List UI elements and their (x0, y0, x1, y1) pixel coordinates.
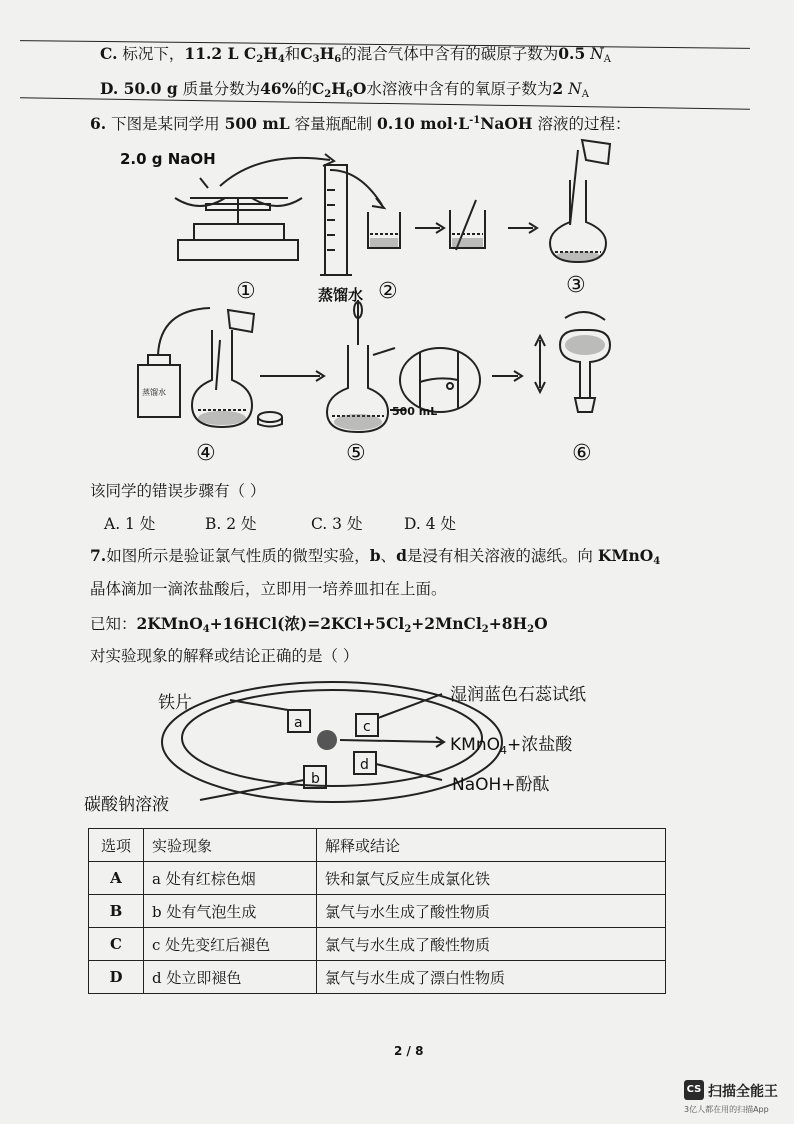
svg-text:d: d (360, 757, 369, 773)
balance-icon (175, 198, 302, 260)
svg-text:b: b (311, 771, 320, 787)
table-row: A a 处有红棕色烟 铁和氯气反应生成氯化铁 (89, 862, 666, 895)
naoh-label: NaOH+酚酞 (452, 775, 550, 795)
shake-flask-icon (535, 312, 610, 412)
q6-figure (120, 130, 680, 465)
q7-stem-line1: 7.如图所示是验证氯气性质的微型实验，b、d是浸有相关溶液的滤纸。向 KMnO$_4$ (90, 546, 661, 567)
cs-logo: CS (684, 1080, 704, 1100)
table-row: B b 处有气泡生成 氯气与水生成了酸性物质 (89, 895, 666, 928)
iron-label: 铁片 (158, 693, 192, 713)
table-row: D d 处立即褪色 氯气与水生成了漂白性物质 (89, 961, 666, 994)
meniscus-zoom-icon (400, 348, 480, 412)
naoh-leader-line (376, 764, 442, 780)
kmno4-leader-line (340, 740, 442, 742)
q6-question: 该同学的错误步骤有（ ） (90, 482, 266, 500)
table-header-row: 选项 实验现象 解释或结论 (89, 829, 666, 862)
q7-dish-figure (70, 676, 690, 818)
step-6-label: ⑥ (572, 441, 592, 465)
dropper-flask-icon (327, 300, 395, 432)
svg-text:a: a (294, 715, 303, 731)
step-2-label: ② (378, 279, 398, 304)
step-5-label: ⑤ (346, 441, 366, 465)
svg-text:c: c (363, 719, 371, 735)
graduated-cylinder-icon (320, 165, 352, 275)
kmno4-label: KMnO$_4$+浓盐酸 (450, 735, 573, 757)
na2co3-label: 碳酸钠溶液 (84, 795, 169, 815)
step-4-label: ④ (196, 441, 216, 465)
na2co3-leader-line (200, 780, 304, 800)
water-label: 蒸馏水 (318, 286, 364, 304)
iron-leader-line (230, 700, 288, 710)
q7-stem-line2: 晶体滴加一滴浓盐酸后，立即用一培养皿扣在上面。 (90, 580, 447, 598)
q6-stem: 6. 下图是某同学用 500 mL 容量瓶配制 0.10 $mol\cdot L^{-1}NaOH$ 溶液的过程： (90, 114, 631, 133)
table-row: C c 处先变红后褪色 氯气与水生成了酸性物质 (89, 928, 666, 961)
q7-known: 已知：2KMnO$_4$+16HCl(浓)$=2KCl+5Cl_2+2MnCl_2+8H_2O$ (90, 614, 548, 635)
stopper-icon (258, 412, 282, 422)
q5-option-d: D. 50.0 g 质量分数为46%的$C_2H_6O$水溶液中含有的氧原子数为2 $N_A$ (100, 79, 589, 100)
step-1-label: ① (236, 279, 256, 304)
q7-question: 对实验现象的解释或结论正确的是（ ） (90, 647, 359, 665)
q6-option-b: B. 2 处 (205, 515, 257, 533)
q5-underline-rule (20, 97, 750, 109)
litmus-label: 湿润蓝色石蕊试纸 (450, 685, 586, 705)
reagent-bottle-icon (138, 308, 210, 417)
brand-name: 扫描全能王 (708, 1084, 778, 1100)
brand-tagline: 3亿人都在用的扫描App (684, 1105, 769, 1114)
volumetric-flask-icon (192, 310, 254, 427)
step-3-label: ③ (566, 273, 586, 298)
kmno4-crystal-icon (317, 730, 337, 750)
page-number: 2 / 8 (394, 1044, 424, 1058)
q6-option-c: C. 3 处 (311, 515, 363, 533)
volumetric-flask-icon (550, 140, 610, 262)
bottle-label: 蒸馏水 (142, 388, 166, 397)
q5-option-c: C. 标况下，11.2 L $C_2H_4$和$C_3H_6$的混合气体中含有的碳原子数为0.5 $N_A$ (100, 44, 611, 65)
q6-option-d: D. 4 处 (404, 515, 457, 533)
q7-options-table (88, 828, 666, 994)
volume-label: 500 mL (392, 405, 438, 418)
q6-option-a: A. 1 处 (104, 515, 156, 533)
naoh-label: 2.0 g NaOH (120, 150, 216, 168)
